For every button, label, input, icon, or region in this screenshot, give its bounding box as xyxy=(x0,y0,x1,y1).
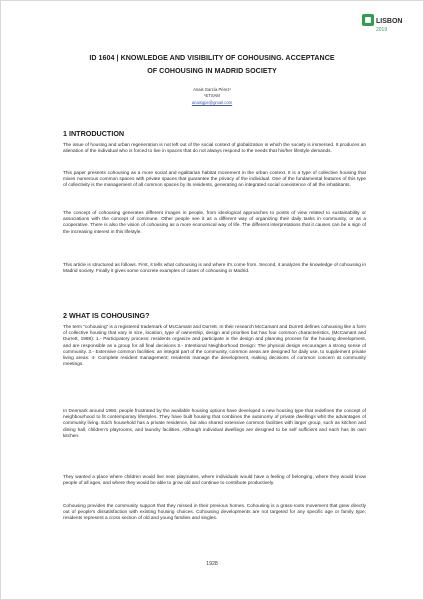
paragraph: The issue of housing and urban regeneration is not left out of the social context of globalization in which the society is immersed. It produces an alienation of the individual who is forced to live in spaces that do not always respond to the needs that his/her lifestyle demands. xyxy=(63,143,366,155)
title-line-1: ID 1604 | KNOWLEDGE AND VISIBILITY OF COHOUSING. ACCEPTANCE xyxy=(89,54,335,62)
paragraph: This paper presents cohousing as a more social and egalitarian habitat movement in the urban context. It is a type of collective housing that mixes numerous common spaces with private spaces that guarantee the privacy of the individual. One of the fundamental features of this type of collectivity is the management of all common spaces by its residents, generating an integrated social coexistence of all the inhabitants. xyxy=(63,171,366,189)
title-line-2: OF COHOUSING IN MADRID SOCIETY xyxy=(147,67,277,75)
author-block xyxy=(1,87,423,106)
paragraph: In Denmark around 1960, people frustrated by the available housing options have developed a new housing type that redefines the concept of neighbourhood to fit contemporary lifestyles. They have built housing that combines the autonomy of private dwellings whit the advantages of community living. Each household has a private residence, but also shared extensive common facilities with larger group, such as kitchen and dining hall, children's playrooms, and laundry facilities. Although individual dwellings are designed to be self sufficient and each has its own kitchen. xyxy=(63,409,366,439)
section-heading-introduction: 1 INTRODUCTION xyxy=(63,129,125,138)
author-email-link[interactable]: anaisgpe@gmail.com xyxy=(191,99,233,105)
paragraph: Cohousing provides the community support that they missed in their previous homes. Cohousing is a grass-roots movement that grew directly out of people's dissatisfaction with existing housing choices. Cohousing developments are not targeted for any specific age or family type; residents represent a cross section of old and young families and singles. xyxy=(63,504,366,522)
paragraph: The concept of cohousing generates different images in people, from ideological approaches to points of view related to sustainability or associations with the concept of commune. Other people see it as a different way of organizing their daily tasks in community, or as a cooperative. There is also the vision of cohousing as a more economical way of life. The different interpretations that it causes can be a sign of the increasing interest in this lifestyle. xyxy=(63,211,366,235)
conference-logo-icon xyxy=(361,11,409,41)
author-name: Anais García Pérez¹ xyxy=(193,87,231,92)
logo-text: LISBON xyxy=(376,18,403,25)
paragraph: They wanted a place where children would live near playmates, where individuals would have a feeling of belonging, where they would know people of all ages, and where they would be able to grow old and continue to contribute productively. xyxy=(63,475,366,487)
paragraph: This article is structured as follows. First, it tells what cohousing is and where it's come from. Second, it analyzes the knowledge of cohousing in Madrid society. Finally it gives some concrete examples of cases of cohousing in Madrid. xyxy=(63,263,366,275)
paragraph: The term “cohousing” is a registered trademark of McCamant and Durrett. In their research McCamant and Durrett defines cohousing like a form of collective housing that vary in size, location, type of ownership, design and priorities but has four common characteristics, (McCamant and Durrett, 1988): 1.- Participatory process: residents organize and participate in the design and planning process for the housing development, and are responsible as a group for all final decisions 2.- Intentional Neighborhood Design: The physical design encourages a strong sense of community. 3.- Extensive common facilities: an integral part of the community, common areas are designed for daily use, to supplement private living areas. 4- Complete resident management; residents manage the development, making decisions of common concern at community meetings. xyxy=(63,325,366,368)
section-heading-what-is-cohousing: 2 WHAT IS COHOUSING? xyxy=(63,311,150,320)
author-affiliation: ¹ETSAM xyxy=(204,93,220,99)
page-number: 1928 xyxy=(206,561,218,567)
paper-title xyxy=(41,52,383,78)
logo-year: 2019 xyxy=(376,27,388,33)
